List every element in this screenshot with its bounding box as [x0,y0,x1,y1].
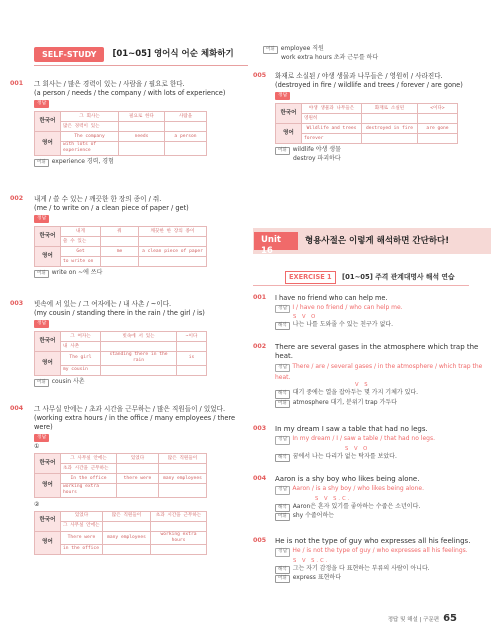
chunk-cell: working extra hours [151,531,207,544]
vocab-label: 어휘 [34,159,49,167]
vocab-label: 어휘 [275,400,290,408]
translation-label: 해석 [275,322,290,330]
answer-text: In my dream / I / saw a table / that had no legs. [292,435,436,443]
chunk-cell: is [177,352,207,365]
item-number: 004 [10,405,24,412]
exercise-item [253,425,483,462]
translation-label: 해석 [275,454,290,462]
english-label: 영어 [35,531,61,554]
translation-text: 꿈에서 나는 다리가 없는 탁자를 보았다. [292,452,397,460]
korean-prompt: 내게 / 쓸 수 있는 / 깨끗한 한 장의 종이 / 줘. [34,195,162,203]
exercise-item [253,537,483,583]
english-prompt: (me / to write on / a clean piece of paper / get) [34,203,189,212]
chunk-cell: working extra hours [61,484,117,497]
chunk-cell: 그 여자는 [61,332,101,342]
chunk-cell: 초과 시간을 근무하는 [61,464,117,474]
answer-label: 정답 [34,215,49,223]
english-prompt: (a person / needs / the company / with lots of experience) [34,88,226,97]
korean-label: 한국어 [35,112,61,132]
chunk-cell: 많은 직원들이 [159,454,207,464]
item-number: 001 [10,80,24,87]
answer-text: I / have no friend / who can help me. [292,303,403,311]
chunk-cell: many employees [103,531,151,544]
chunk-cell: 많은 직원들이 [103,511,151,521]
chunk-table [34,453,207,497]
chunk-cell: are gone [418,124,458,134]
exercise-tag: EXERCISE 1 [285,271,336,284]
english-label: 영어 [35,474,61,497]
vocab-label: 어휘 [275,513,290,521]
translation-label: 해석 [275,566,290,574]
chunk-cell: 야생 생물과 나무들은 [302,104,362,114]
vocab-text: express 표현하다 [292,573,342,581]
exercise-item [253,294,483,330]
chunk-cell: 영원히 [302,114,362,124]
item-number: 003 [253,425,267,432]
vocab-text: shy 수줍어하는 [292,511,335,519]
item-004-vocab [263,45,483,62]
korean-prompt: 화재로 소실된 / 야생 생물과 나무들은 / 영원히 / 사라진다. [275,72,443,80]
korean-label: 한국어 [35,332,61,352]
korean-prompt: 그 사무실 안에는 / 초과 시간을 근무하는 / 많은 직원들이 / 있었다. [34,405,226,413]
translation-text: 대기 중에는 열을 잡아두는 몇 가지 기체가 있다. [292,389,419,397]
self-study-tag: SELF-STUDY [34,47,104,62]
vocab-label: 어휘 [275,575,290,583]
chunk-cell: many employees [159,474,207,484]
translation-text: Aaron은 혼자 있기를 좋아하는 수줍은 소년이다. [292,502,421,510]
english-label: 영어 [35,352,61,375]
vocab-text: write on ~에 쓰다 [51,269,103,277]
korean-label: 한국어 [276,104,302,124]
english-prompt: (my cousin / standing there in the rain / the girl / is) [34,308,205,317]
answer-text: Aaron / is a shy boy / who likes being alone. [292,485,424,493]
chunk-cell: forever [302,134,362,144]
chunk-cell: 많은 경력이 있는 [61,122,119,132]
chunk-cell: 쓸 수 있는 [61,237,101,247]
chunk-cell: 그 사무실 안에는 [61,454,117,464]
vocab-text: employee 직원 [280,45,324,52]
unit-tag: Unit 16 [254,232,298,250]
vocab-text: destroy 파괴하다 [293,155,341,163]
chunk-cell: to write on [61,257,101,267]
english-label: 영어 [35,247,61,267]
chunk-cell: 있었다 [117,454,159,464]
answer-text: He / is not the type of guy / who expresses all his feelings. [292,547,468,555]
korean-label: 한국어 [35,454,61,474]
page-number: 65 [443,613,457,624]
english-prompt: (working extra hours / in the office / many employees / there were) [34,413,236,431]
item-number: 004 [253,475,267,482]
sv-markup: S V O [293,314,318,321]
answer-label: 정답 [275,486,290,494]
exercise-sentence: I have no friend who can help me. [275,294,388,302]
answer-label: 정답 [275,436,290,444]
item-003 [10,300,248,387]
chunk-cell: 그 회사는 [61,112,119,122]
chunk-cell: destroyed in fire [362,124,418,134]
exercise-sentence: In my dream I saw a table that had no legs. [275,425,428,433]
answer-label: 정답 [275,548,290,556]
item-number: 005 [253,537,267,544]
korean-label: 한국어 [35,511,61,531]
chunk-cell: 깨끗한 한 장의 종이 [139,227,207,237]
answer-label: 정답 [34,320,49,328]
chunk-cell: in the office [61,545,103,555]
chunk-table [34,111,207,155]
english-label: 영어 [35,132,61,155]
option-label: ① [34,443,40,451]
answer-label: 정답 [275,364,290,372]
chunk-cell: ~이다 [177,332,207,342]
chunk-cell: 사람을 [165,112,207,122]
option-label: ② [34,500,40,508]
chunk-cell: 내게 [61,227,101,237]
korean-prompt: 그 회사는 / 많은 경력이 있는 / 사람을 / 필요로 한다. [34,80,185,88]
sv-markup: S V O [345,445,370,452]
vocab-label: 어휘 [275,147,290,155]
translation-label: 해석 [275,390,290,398]
exercise-sentence: He is not the type of guy who expresses all his feelings. [275,537,471,545]
answer-label: 정답 [34,100,49,108]
divider [34,65,248,66]
item-002 [10,195,248,278]
chunk-cell: 줘 [101,227,139,237]
item-004 [10,405,248,555]
answer-label: 정답 [34,434,49,442]
unit-title: 형용사절은 이렇게 해석하면 간단하다! [305,236,450,246]
chunk-cell: 그 사무실 안에는 [61,521,103,531]
english-prompt: (destroyed in fire / wildlife and trees / forever / are gone) [275,80,463,89]
page-footer [388,612,457,626]
chunk-cell: Wildlife and trees [302,124,362,134]
chunk-table [34,331,207,375]
exercise-sentence: Aaron is a shy boy who likes being alone. [275,475,420,483]
chunk-cell: a person [165,132,207,142]
vocab-text: atmosphere 대기, 분위기 trap 가두다 [292,398,397,406]
divider [253,285,469,286]
sv-markup: V S [355,382,370,389]
item-005 [253,72,485,163]
vocab-text: wildlife 야생 생물 [292,146,341,154]
exercise-sentence: There are several gases in the atmosphere which trap the heat. [275,343,479,361]
vocab-label: 어휘 [263,46,278,54]
chunk-cell: 빗속에 서 있는 [101,332,177,342]
chunk-table [34,226,207,267]
vocab-text: work extra hours 초과 근무를 하다 [281,54,379,62]
sv-markup: S V S.C. [315,495,352,502]
chunk-table [34,511,207,555]
chunk-cell: there were [117,474,159,484]
chunk-cell: needs [119,132,165,142]
chunk-cell: 내 사촌 [61,342,101,352]
chunk-cell: a clean piece of paper [139,247,207,257]
chunk-cell: 초과 시간을 근무하는 [151,511,207,521]
vocab-text: experience 경력, 경험 [51,157,114,165]
chunk-cell: The company [61,132,119,142]
answer-text: There / are / several gases / in the atmosphere / which trap the heat. [275,362,483,382]
item-number: 005 [253,72,267,79]
sv-markup: S V S.C. [293,557,330,564]
footer-text: 정답 및 해설 | 구문편 [387,617,440,623]
item-001 [10,80,248,167]
chunk-cell: my cousin [61,365,101,375]
self-study-banner [34,45,248,64]
translation-label: 해석 [275,504,290,512]
item-number: 001 [253,294,267,301]
chunk-cell: Get [61,247,101,257]
english-label: 영어 [276,124,302,144]
korean-prompt: 빗속에 서 있는 / 그 여자에는 / 내 사촌 / ~이다. [34,300,172,308]
item-number: 003 [10,300,24,307]
chunk-cell: The girl [61,352,101,365]
answer-label: 정답 [275,305,290,313]
chunk-cell: In the office [61,474,117,484]
answer-label: 정답 [275,92,290,100]
chunk-cell: standing there in the rain [101,352,177,365]
self-study-title: [01~05] 영어식 어순 체화하기 [112,48,234,59]
vocab-label: 어휘 [34,270,49,278]
exercise-title: [01~05] 주격 관계대명사 해석 연습 [342,273,455,281]
vocab-label: 어휘 [34,379,49,387]
chunk-cell: me [101,247,139,257]
translation-text: 그는 자기 감정을 다 표현하는 부류의 사람이 아니다. [292,564,430,572]
chunk-cell: There were [61,531,103,544]
exercise-item [253,475,483,521]
korean-label: 한국어 [35,227,61,247]
translation-text: 나는 나를 도와줄 수 있는 친구가 없다. [292,321,393,329]
chunk-cell: 있었다 [61,511,103,521]
vocab-text: cousin 사촌 [51,377,85,385]
chunk-cell: <이다> [418,104,458,114]
exercise-item [253,343,483,408]
chunk-cell: with lots of experience [61,142,119,155]
chunk-cell: 필요로 한다 [119,112,165,122]
chunk-cell: 화재로 소실된 [362,104,418,114]
item-number: 002 [253,343,267,350]
item-number: 002 [10,195,24,202]
chunk-table [275,103,458,144]
